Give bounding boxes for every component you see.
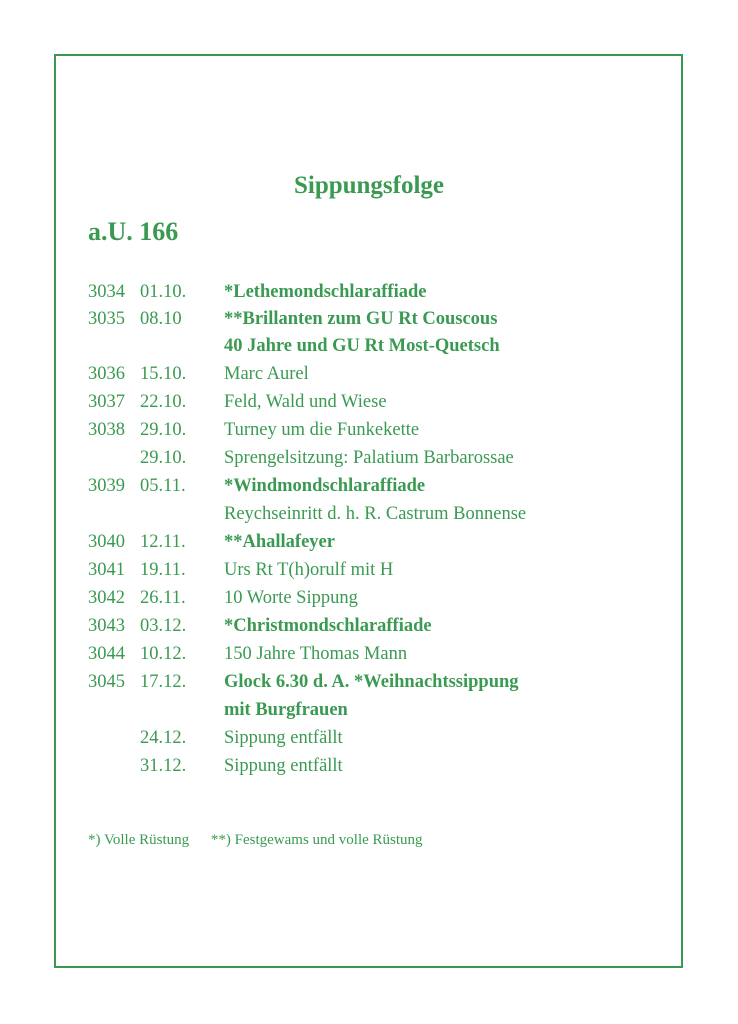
session-description: Urs Rt T(h)orulf mit H [224, 560, 394, 580]
schedule-row [88, 444, 678, 472]
session-number: 3043 [88, 616, 125, 636]
session-date: 24.12. [140, 728, 187, 748]
schedule-row [88, 472, 678, 500]
session-number: 3044 [88, 644, 125, 664]
session-description: Sippung entfällt [224, 756, 343, 776]
schedule-row [88, 584, 678, 612]
schedule-row [88, 306, 678, 332]
schedule-row [88, 640, 678, 668]
session-description: **Ahallafeyer [224, 532, 335, 552]
session-description: Turney um die Funkekette [224, 420, 420, 440]
schedule-row [88, 332, 678, 360]
session-description: *Christmondschlaraffiade [224, 616, 432, 636]
session-number: 3037 [88, 392, 125, 412]
session-number: 3038 [88, 420, 125, 440]
session-date: 03.12. [140, 616, 187, 636]
schedule-row [88, 556, 678, 584]
schedule-row [88, 668, 678, 696]
session-number: 3036 [88, 364, 125, 384]
session-description: 40 Jahre und GU Rt Most-Quetsch [224, 336, 500, 356]
session-description: Marc Aurel [224, 364, 309, 384]
session-number: 3035 [88, 309, 125, 329]
footnote-single-asterisk: *) Volle Rüstung [88, 832, 190, 848]
session-date: 26.11. [140, 588, 186, 608]
session-description: Reychseinritt d. h. R. Castrum Bonnense [224, 504, 527, 524]
session-description: Sippung entfällt [224, 728, 343, 748]
session-date: 15.10. [140, 364, 187, 384]
session-date: 31.12. [140, 756, 187, 776]
session-description: Sprengelsitzung: Palatium Barbarossae [224, 448, 514, 468]
session-date: 12.11. [140, 532, 186, 552]
schedule-row [88, 752, 678, 780]
footnote-double-asterisk: **) Festgewams und volle Rüstung [210, 832, 423, 848]
session-date: 05.11. [140, 476, 186, 496]
session-number: 3039 [88, 476, 125, 496]
footnotes [88, 832, 423, 849]
schedule-row [88, 388, 678, 416]
page-title: Sippungsfolge [293, 172, 445, 199]
session-date: 01.10. [140, 282, 187, 302]
session-date: 19.11. [140, 560, 186, 580]
session-description: Feld, Wald und Wiese [224, 392, 387, 412]
session-date: 17.12. [140, 672, 187, 692]
session-date: 29.10. [140, 448, 187, 468]
session-description: mit Burgfrauen [224, 700, 348, 720]
schedule-row [88, 278, 678, 306]
schedule-row [88, 360, 678, 388]
schedule-row [88, 724, 678, 752]
schedule-row [88, 612, 678, 640]
session-description: 150 Jahre Thomas Mann [224, 644, 408, 664]
schedule-row [88, 696, 678, 724]
session-number: 3042 [88, 588, 125, 608]
schedule-row [88, 528, 678, 556]
session-date: 10.12. [140, 644, 187, 664]
session-number: 3034 [88, 282, 125, 302]
session-number: 3045 [88, 672, 125, 692]
schedule-list [88, 278, 678, 780]
schedule-row [88, 500, 678, 528]
year-heading: a.U. 166 [88, 217, 179, 246]
session-date: 22.10. [140, 392, 187, 412]
session-description: *Windmondschlaraffiade [224, 476, 426, 496]
session-number: 3041 [88, 560, 125, 580]
schedule-row [88, 416, 678, 444]
session-description: 10 Worte Sippung [224, 588, 358, 608]
session-date: 29.10. [140, 420, 187, 440]
session-description: **Brillanten zum GU Rt Couscous [224, 309, 498, 329]
session-description: *Lethemondschlaraffiade [224, 282, 427, 302]
session-number: 3040 [88, 532, 125, 552]
session-date: 08.10 [140, 309, 182, 329]
session-description: Glock 6.30 d. A. *Weihnachtssippung [224, 672, 519, 692]
